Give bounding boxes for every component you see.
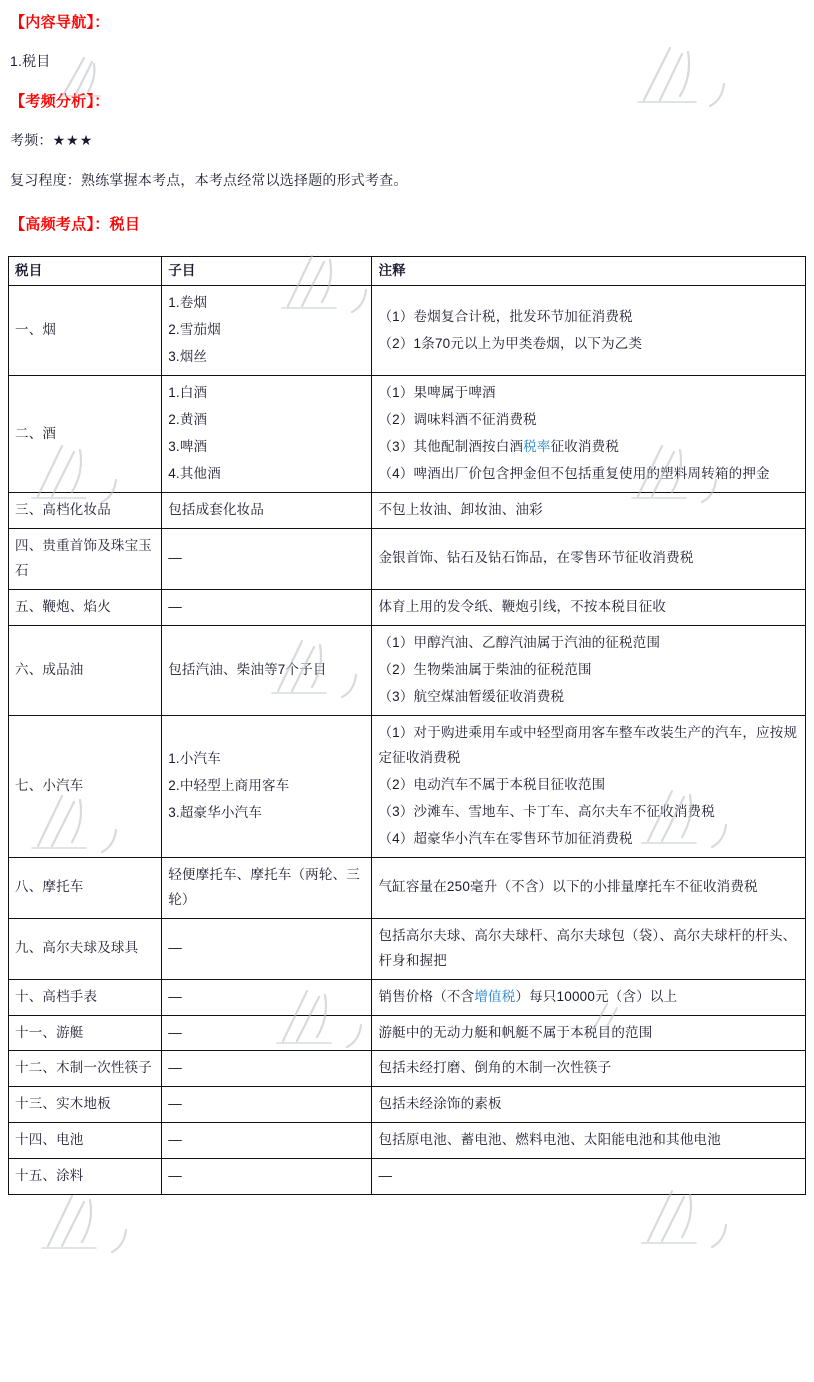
cell-tax-item: 七、小汽车: [9, 715, 162, 857]
cell-notes: [372, 1087, 806, 1123]
note-text: ）每只10000元（含）以上: [515, 988, 678, 1004]
cell-notes: [372, 1123, 806, 1159]
sub-item-none: —: [168, 598, 182, 614]
cell-tax-item: 四、贵重首饰及珠宝玉石: [9, 529, 162, 590]
table-row: [9, 286, 806, 376]
cell-sub-item: [162, 715, 372, 857]
note-line: （2）1条70元以上为甲类卷烟，以下为乙类: [378, 335, 643, 351]
table-row: [9, 1087, 806, 1123]
cell-notes: [372, 715, 806, 857]
cell-notes: [372, 918, 806, 979]
note-line: 包括高尔夫球、高尔夫球杆、高尔夫球包（袋）、高尔夫球杆的杆头、杆身和握把: [378, 927, 797, 968]
sub-item-none: —: [168, 1168, 182, 1184]
cell-tax-item: 八、摩托车: [9, 857, 162, 918]
note-line: [378, 985, 800, 1010]
sub-item-line: 包括成套化妆品: [168, 502, 265, 518]
note-line: [378, 435, 800, 460]
cell-sub-item: [162, 857, 372, 918]
cell-notes: [372, 1015, 806, 1051]
note-line: （1）甲醇汽油、乙醇汽油属于汽油的征税范围: [378, 634, 661, 650]
cell-sub-item: [162, 1123, 372, 1159]
note-line: 包括未经涂饰的素板: [378, 1096, 502, 1112]
table-row: [9, 715, 806, 857]
cell-sub-item: [162, 376, 372, 493]
column-header-sub-item: 子目: [162, 257, 372, 286]
cell-tax-item: 十五、涂料: [9, 1159, 162, 1195]
cell-sub-item: [162, 918, 372, 979]
cell-notes: [372, 286, 806, 376]
table-row: [9, 529, 806, 590]
table-row: [9, 1123, 806, 1159]
note-line: 包括原电池、蓄电池、燃料电池、太阳能电池和其他电池: [378, 1132, 721, 1148]
table-row: [9, 1159, 806, 1195]
sub-item-line: 4.其他酒: [168, 466, 221, 482]
note-line: （1）果啤属于啤酒: [378, 385, 496, 401]
cell-notes: [372, 1051, 806, 1087]
sub-item-line: 轻便摩托车、摩托车（两轮、三轮）: [168, 866, 360, 907]
star-rating-icon: ★★★: [52, 132, 94, 148]
table-row: [9, 493, 806, 529]
note-text: 销售价格（不含: [378, 988, 475, 1004]
sub-item-line: 3.超豪华小汽车: [168, 804, 263, 820]
table-row: [9, 1051, 806, 1087]
column-header-tax-item: 税目: [9, 257, 162, 286]
cell-sub-item: [162, 286, 372, 376]
sub-item-none: —: [168, 1060, 182, 1076]
note-line: 包括未经打磨、倒角的木制一次性筷子: [378, 1060, 612, 1076]
cell-tax-item: 一、烟: [9, 286, 162, 376]
note-line: （4）啤酒出厂价包含押金但不包括重复使用的塑料周转箱的押金: [378, 466, 770, 482]
cell-sub-item: [162, 1051, 372, 1087]
note-line: （3）航空煤油暂缓征收消费税: [378, 688, 565, 704]
table-header-row: [9, 257, 806, 286]
cell-notes: [372, 1159, 806, 1195]
sub-item-line: 2.中轻型上商用客车: [168, 777, 290, 793]
cell-tax-item: 十二、木制一次性筷子: [9, 1051, 162, 1087]
tax-items-table: [8, 256, 806, 1195]
note-line: （3）沙滩车、雪地车、卡丁车、高尔夫车不征收消费税: [378, 803, 715, 819]
sub-item-none: —: [168, 550, 182, 566]
note-none: —: [378, 1168, 393, 1184]
column-header-notes: 注释: [372, 257, 806, 286]
cell-notes: [372, 376, 806, 493]
cell-sub-item: [162, 1159, 372, 1195]
table-row: [9, 1015, 806, 1051]
table-row: [9, 589, 806, 625]
cell-tax-item: 十三、实木地板: [9, 1087, 162, 1123]
content-nav-item-1: 1.税目: [10, 53, 51, 69]
cell-tax-item: 二、酒: [9, 376, 162, 493]
note-line: （2）生物柴油属于柴油的征税范围: [378, 661, 592, 677]
content-nav-heading: 【内容导航】：: [10, 14, 110, 31]
sub-item-line: 包括汽油、柴油等7个子目: [168, 661, 327, 677]
review-level-line: 复习程度：熟练掌握本考点，本考点经常以选择题的形式考查。: [10, 172, 408, 188]
cell-sub-item: [162, 529, 372, 590]
note-inline-link[interactable]: 增值税: [474, 988, 516, 1004]
watermark-scribble-icon: [40, 1190, 140, 1254]
sub-item-none: —: [168, 1096, 182, 1112]
note-inline-link[interactable]: 税率: [523, 439, 551, 455]
cell-sub-item: [162, 589, 372, 625]
sub-item-none: —: [168, 940, 182, 956]
note-line: 不包上妆油、卸妆油、油彩: [378, 502, 543, 518]
cell-notes: [372, 493, 806, 529]
sub-item-line: 1.小汽车: [168, 750, 221, 766]
cell-tax-item: 十一、游艇: [9, 1015, 162, 1051]
sub-item-line: 3.啤酒: [168, 439, 208, 455]
note-line: （1）卷烟复合计税，批发环节加征消费税: [378, 308, 633, 324]
table-row: [9, 979, 806, 1015]
sub-item-none: —: [168, 1024, 182, 1040]
cell-tax-item: 九、高尔夫球及球具: [9, 918, 162, 979]
cell-notes: [372, 979, 806, 1015]
table-row: [9, 918, 806, 979]
note-line: （4）超豪华小汽车在零售环节加征消费税: [378, 830, 633, 846]
cell-notes: [372, 625, 806, 715]
sub-item-line: 2.黄酒: [168, 412, 208, 428]
cell-tax-item: 三、高档化妆品: [9, 493, 162, 529]
high-frequency-topic-heading: 【高频考点】：税目: [10, 216, 141, 233]
cell-notes: [372, 589, 806, 625]
cell-notes: [372, 857, 806, 918]
sub-item-line: 2.雪茄烟: [168, 322, 221, 338]
cell-sub-item: [162, 625, 372, 715]
note-line: （2）调味料酒不征消费税: [378, 412, 537, 428]
cell-tax-item: 五、鞭炮、焰火: [9, 589, 162, 625]
cell-notes: [372, 529, 806, 590]
note-text: 征收消费税: [550, 439, 620, 455]
table-row: [9, 376, 806, 493]
cell-tax-item: 六、成品油: [9, 625, 162, 715]
table-body: [9, 286, 806, 1195]
note-line: （2）电动汽车不属于本税目征收范围: [378, 776, 606, 792]
note-line: 气缸容量在250毫升（不含）以下的小排量摩托车不征收消费税: [378, 879, 758, 895]
cell-sub-item: [162, 493, 372, 529]
sub-item-none: —: [168, 988, 182, 1004]
note-line: 金银首饰、钻石及钻石饰品，在零售环节征收消费税: [378, 550, 694, 566]
exam-frequency-line: [10, 133, 806, 147]
exam-frequency-label: 考频：: [10, 132, 53, 148]
note-line: 游艇中的无动力艇和帆艇不属于本税目的范围: [378, 1024, 653, 1040]
table-row: [9, 857, 806, 918]
note-line: （1）对于购进乘用车或中轻型商用客车整车改装生产的汽车，应按规定征收消费税: [378, 724, 798, 765]
cell-sub-item: [162, 979, 372, 1015]
note-line: 体育上用的发令纸、鞭炮引线，不按本税目征收: [378, 598, 667, 614]
cell-tax-item: 十、高档手表: [9, 979, 162, 1015]
sub-item-line: 1.卷烟: [168, 295, 208, 311]
note-text: （3）其他配制酒按白酒: [378, 439, 524, 455]
sub-item-line: 3.烟丝: [168, 349, 208, 365]
sub-item-line: 1.白酒: [168, 385, 208, 401]
sub-item-none: —: [168, 1132, 182, 1148]
table-row: [9, 625, 806, 715]
cell-sub-item: [162, 1087, 372, 1123]
cell-tax-item: 十四、电池: [9, 1123, 162, 1159]
cell-sub-item: [162, 1015, 372, 1051]
exam-frequency-heading: 【考频分析】：: [10, 93, 110, 110]
